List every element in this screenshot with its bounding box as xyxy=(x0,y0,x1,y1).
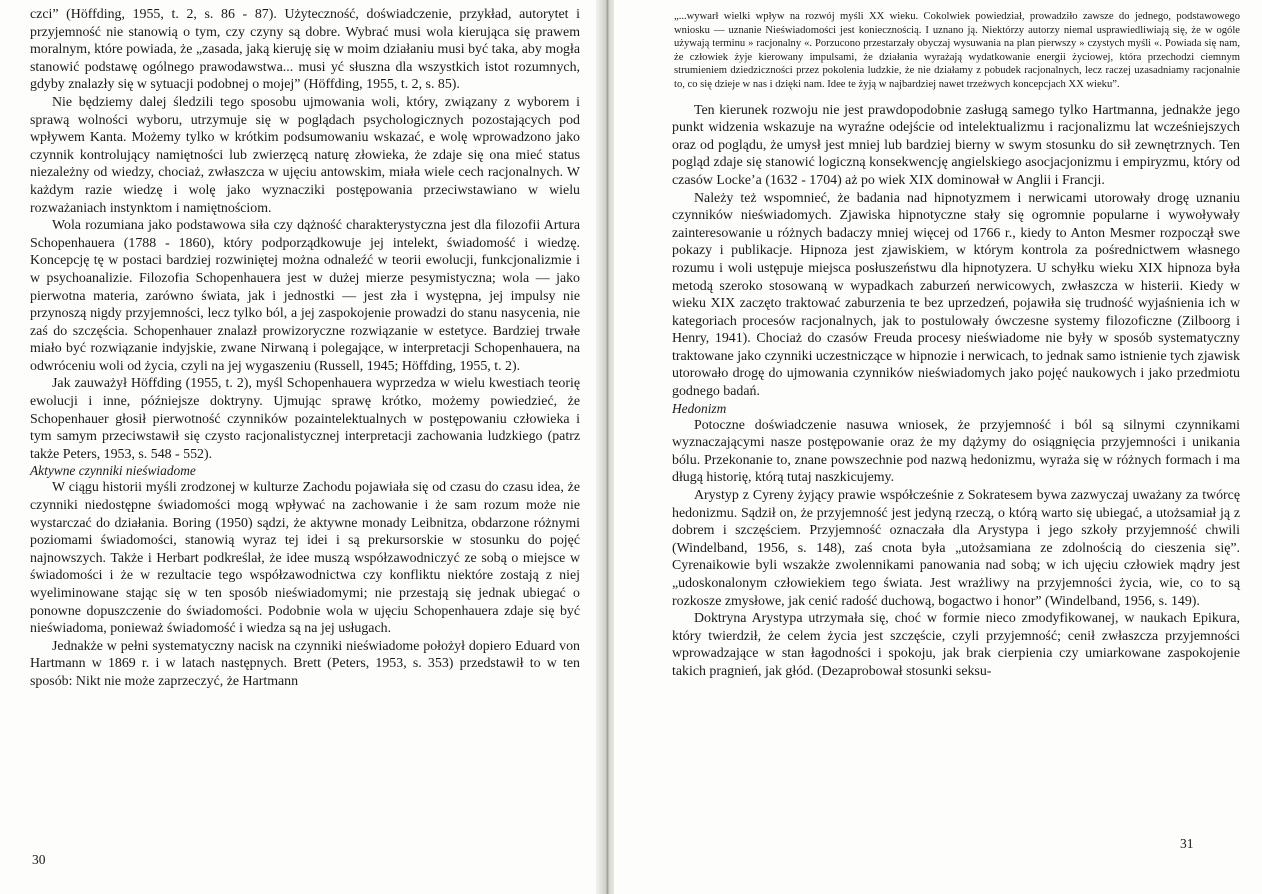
block-quote-brett: „...wywarł wielki wpływ na rozwój myśli XX wieku. Cokolwiek powiedział, prowadziło zawsze do jednego, podstawowego wniosku — uznanie Nieświadomości jest koniecznością. I uznano ją. Niektórzy autorzy niemal usprawiedliwiają się, że w ogóle używają terminu » racjonalny «. Porzucono przestarzały obyczaj wysuwania na plan pierwszy » czystych myśli «. Powiada się nam, że człowiek żyje kierowany impulsami, że działania wyrażają wydatkowanie energii życiowej, która przechodzi ciemnym strumieniem dziedziczności przez pokolenia ludzkie, że nie działamy z pobudek racjonalnych, lecz raczej uzasadniamy racjonalnie to, co się dzieje w nas i dzięki nam. Idee te żyją w najbardziej nawet trzeźwych koncepcjach XX wieku”. xyxy=(674,11,1240,90)
section-heading-aktywne-czynniki: Aktywne czynniki nieświadome xyxy=(30,463,196,479)
right-paragraph-4: Arystyp z Cyreny żyjący prawie współcześnie z Sokratesem bywa zazwyczaj uważany za twórcę hedonizmu. Sądził on, że przyjemność jest jedyną rzeczą, o którą warto się ubiegać, a utożsamiał ją z dobrem i szczęściem. Przyjemność oznaczała dla Arystypa i jego szkoły przyjemność chwili (Windelband, 1956, s. 148), zaś cnota była „utożsamiana ze zdolnością do cieszenia się”. Cyrenaikowie byli wszakże zwolennikami panowania nad sobą; w ich ujęciu człowiek mądry jest „udoskonalonym człowiekiem tego świata. Jest wrażliwy na przyjemności życia, wie, co to są rozkosze zmysłowe, jak cenić radość duchową, bogactwo i honor” (Windelband, 1956, s. 149). xyxy=(672,488,1240,609)
left-paragraph-2: Nie będziemy dalej śledzili tego sposobu ujmowania woli, który, związany z wyborem i sprawą wolności wyboru, utrzymuje się w poglądach psychologicznych pozostających pod wpływem Kanta. Możemy tylko w krótkim podsumowaniu wskazać, e wolę wprowadzono jako czynnik kontrolujący namiętności lub zwierzęcą naturę złowieka, że zdaje się ona mieć status niezależny od wiedzy, chociaż, zwłaszcza w ujęciu antowskim, miała wiele cech racjonalnych. W każdym razie wiedzę i wolę jako wyznacziki postępowania przeciwstawiano w wielu rozważaniach instynktom i namiętnościom. xyxy=(30,94,580,216)
right-page xyxy=(614,0,1262,894)
left-page xyxy=(0,0,600,894)
left-page-text xyxy=(30,6,580,691)
left-paragraph-1: czci” (Höffding, 1955, t. 2, s. 86 - 87). Użyteczność, doświadczenie, przykład, autorytet i przyjemność nie stanowią o tym, czy czyny są dobre. Wybrać musi wola kierująca się prawem moralnym, które powiada, że „zasada, jaką kieruję się w moim działaniu musi być taka, aby mogła stanowić podstawę ogólnego prawodawstwa... musi yć słuszna dla wszystkich istot rozumnych, gdyby znalazły się w sytuacji podobnej o mojej” (Höffding, 1955, t. 2, s. 85). xyxy=(30,7,580,93)
left-paragraph-5: W ciągu historii myśli zrodzonej w kulturze Zachodu pojawiała się od czasu do czasu idea, że czynniki niedostępne świadomości mogą wpływać na zachowanie i że sam rozum może nie wystarczać do działania. Boring (1950) sądzi, że aktywne monady Leibnitza, obdarzone różnymi poziomami świadomości, stanowią wyraz tej idei i są prekursorskie w stosunku do pojęć najnowszych. Także i Herbart podkreślał, że idee muszą współzawodniczyć ze sobą o miejsce w świadomości i że w rezultacie tego współzawodnictwa czy konfliktu niektóre zostają z niej wyeliminowane stając się w ten sposób nieświadomymi; nie przestają się jednak ubiegać o ponowne dopuszczenie do świadomości. Podobnie wola w ujęciu Schopenhauera zdaje się być nieświadoma, ponieważ świadomość i wiedza są na jej usługach. xyxy=(30,480,580,637)
left-paragraph-3: Wola rozumiana jako podstawowa siła czy dążność charakterystyczna jest dla filozofii Artura Schopenhauera (1788 - 1860), który podporządkowuje jej intelekt, świadomość i wiedzę. Koncepcję tę w postaci bardziej rozwiniętej można odnaleźć w teorii ewolucji, funkcjonalizmie i w psychoanalizie. Filozofia Schopenhauera jest w dużej mierze pesymistyczna; wola — jako pierwotna materia, zarówno świata, jak i jednostki — jest zła i występna, jej impulsy nie przynoszą nigdy przyjemności, lecz tylko ból, a jej zaspokojenie prowadzi do stanu nasycenia, nie zaś do szczęścia. Schopenhauer znalazł prowizoryczne rozwiązanie w estetyce. Bardziej trwałe miało być rozwiązanie indyjskie, zwane Nirwaną i polegające, w interpretacji Schopenhauera, na odwróceniu woli od życia, czyli na jej wygaszeniu (Russell, 1945; Höffding, 1955, t. 2). xyxy=(30,218,580,374)
right-paragraph-5: Doktryna Arystypa utrzymała się, choć w formie nieco zmodyfikowanej, w naukach Epikura, który twierdził, że celem życia jest szczęście, czyli przyjemność; cenił zwłaszcza przyjemności wprowadzające w stan łagodności i spokoju, jak brak cierpienia czy umiarkowane zaspokojenie takich pragnień, jak głód. (Dezaprobował stosunki seksu- xyxy=(672,611,1240,679)
right-paragraph-3: Potoczne doświadczenie nasuwa wniosek, że przyjemność i ból są silnymi czynnikami wyznaczającymi nasze postępowanie oraz że my dążymy do osiągnięcia przyjemności i unikania bólu. Przekonanie to, znane powszechnie pod nazwą hedonizmu, wyraża się w różnych formach i ma długą historię, którą tutaj naszkicujemy. xyxy=(672,417,1240,486)
left-paragraph-4: Jak zauważył Höffding (1955, t. 2), myśl Schopenhauera wyprzedza w wielu kwestiach teorię ewolucji i inne, późniejsze doktryny. Ujmując sprawę krótko, możemy powiedzieć, że Schopenhauer głosił pierwotność czynników pozaintelektualnych w postępowaniu człowieka i tym samym przeciwstawił się czysto racjonalistycznej interpretacji zachowania ludzkiego (patrz także Peters, 1953, s. 548 - 552). xyxy=(30,376,580,462)
right-page-text xyxy=(672,10,1240,681)
section-heading-hedonizm: Hedonizm xyxy=(672,400,727,416)
left-paragraph-6: Jednakże w pełni systematyczny nacisk na czynniki nieświadome położył dopiero Eduard von Hartmann w 1869 r. i w latach następnych. Brett (Peters, 1953, s. 353) przedstawił to w ten sposób: Nikt nie może zaprzeczyć, że Hartmann xyxy=(30,638,580,689)
page-number-left: 30 xyxy=(32,852,46,867)
page-number-right: 31 xyxy=(1180,836,1194,851)
right-paragraph-2: Należy też wspomnieć, że badania nad hipnotyzmem i nerwicami utorowały drogę uznaniu czynników nieświadomych. Zjawiska hipnotyczne stały się ogromnie popularne i wywoływały zainteresowanie u różnych badaczy mniej więcej od 1766 r., kiedy to Anton Mesmer rozpoczął swe pokazy i publikacje. Hipnoza jest zjawiskiem, w którym kontrola za pośrednictwem własnego rozumu i woli ustępuje miejsca posłuszeństwu dla hipnotyzera. U schyłku wieku XIX hipnoza była metodą szeroko stosowaną w wypadkach zaburzeń nerwicowych, zwłaszcza w histerii. Kiedy w wieku XIX zaczęto traktować zaburzenia te bez uprzedzeń, pojawiła się trudność wyjaśnienia ich w kategoriach procesów racjonalnych, jak to postulowały ówczesne systemy filozoficzne (Zilboorg i Henry, 1941). Chociaż do czasów Freuda procesy nieświadome nie były w sposób systematyczny traktowane jako czynniki uczestniczące w hipnozie i nerwicach, to jednak samo istnienie tych zjawisk utorowało drogę do ujmowania czynników nieświadomych jako pojęć naukowych i jako przedmiotu godnego badań. xyxy=(672,190,1240,400)
right-paragraph-1: Ten kierunek rozwoju nie jest prawdopodobnie zasługą samego tylko Hartmanna, jednakże jego punkt widzenia wskazuje na wyraźne odejście od intelektualizmu i racjonalizmu lat wcześniejszych oraz od poglądu, że umysł jest mniej lub bardziej bierny w swym stosunku do sił zewnętrznych. Ten pogląd zdaje się stanowić logiczną konsekwencję angielskiego asocjacjonizmu i empiryzmu, który od czasów Locke’a (1632 - 1704) aż po wiek XIX dominował w Anglii i Francji. xyxy=(672,102,1240,188)
